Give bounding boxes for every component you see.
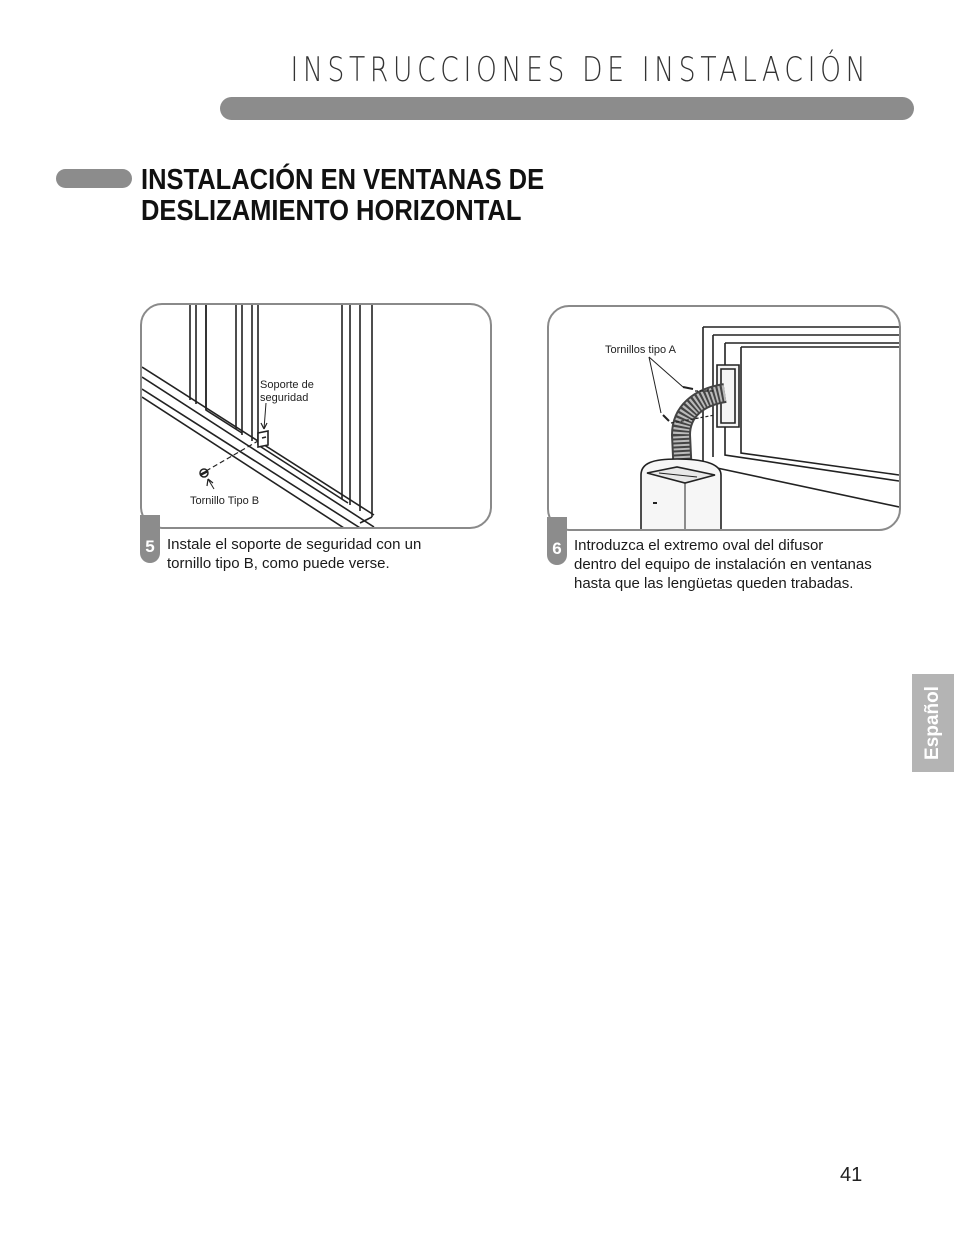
step-5-line-1: Instale el soporte de seguridad con un: [167, 536, 422, 553]
step-5-illustration: [140, 303, 492, 529]
window-kit-and-hose-drawing: [549, 307, 899, 529]
step-6-line-3: hasta que las lengüetas queden trabadas.: [574, 575, 854, 592]
callout-security-bracket-line-2: seguridad: [260, 392, 309, 404]
step-5-line-2: tornillo tipo B, como puede verse.: [167, 555, 390, 572]
section-marker: [56, 169, 132, 188]
step-6-number: 6: [552, 539, 562, 558]
step-6-line-1: Introduzca el extremo oval del difusor: [574, 537, 824, 554]
section-title: [141, 165, 634, 227]
header-bar: [220, 97, 914, 120]
callout-security-bracket-line-1: Soporte de: [260, 379, 314, 391]
step-6-illustration: [547, 305, 901, 531]
step-5-number: 5: [145, 537, 155, 556]
callout-security-bracket: [260, 379, 314, 405]
step-6-badge: [547, 517, 567, 565]
step-5-instruction: [167, 535, 421, 573]
callout-screw-type-b: Tornillo Tipo B: [190, 495, 260, 507]
section-title-line-1: INSTALACIÓN EN VENTANAS DE: [141, 164, 545, 196]
language-tab-label: Español: [922, 686, 943, 760]
step-5-badge: [140, 515, 160, 563]
screw-icon: [663, 415, 669, 421]
screw-icon: [200, 469, 208, 477]
language-tab[interactable]: [912, 674, 954, 772]
page-header-title: INSTRUCCIONES DE INSTALACIÓN: [290, 50, 870, 90]
screw-icon: [683, 387, 693, 389]
section-title-line-2: DESLIZAMIENTO HORIZONTAL: [141, 195, 522, 227]
callout-screws-type-a: Tornillos tipo A: [605, 344, 676, 356]
step-6-line-2: dentro del equipo de instalación en ventanas: [574, 556, 872, 573]
step-6-instruction: [574, 536, 872, 593]
portable-ac-unit-icon: [641, 459, 721, 529]
sliding-window-sill-drawing: [142, 305, 490, 527]
page-number: 41: [840, 1164, 863, 1186]
